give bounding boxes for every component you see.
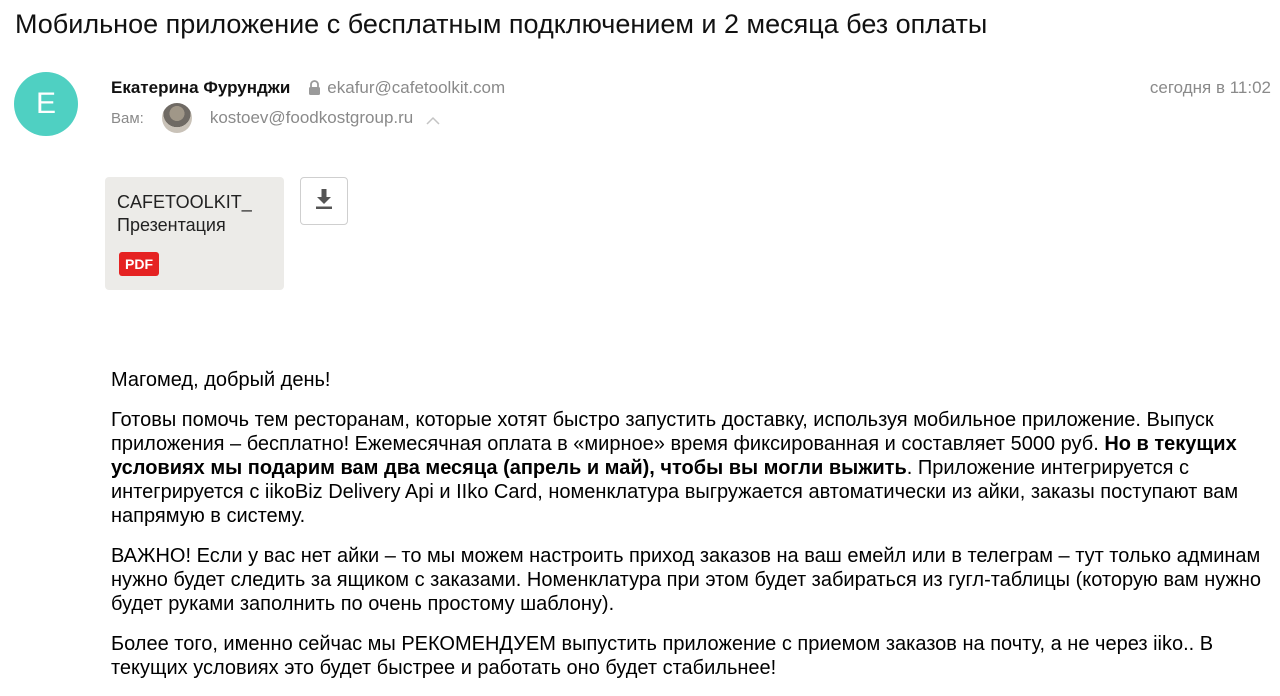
attachment-name-line1: CAFETOOLKIT_ bbox=[117, 192, 252, 212]
recipient-email[interactable]: kostoev@foodkostgroup.ru bbox=[209, 108, 414, 127]
sender-row bbox=[111, 77, 505, 99]
email-subject: Мобильное приложение с бесплатным подключением и 2 месяца без оплаты bbox=[15, 9, 988, 39]
pdf-badge: PDF bbox=[119, 252, 159, 276]
attachment-name-line2: Презентация bbox=[117, 215, 226, 235]
attachment-name bbox=[117, 191, 252, 237]
body-paragraph-2: ВАЖНО! Если у вас нет айки – то мы можем настроить приход заказов на ваш емейл или в телеграм – тут только админам нужно будет следить за ящиком с заказами. Номенклатура при этом будет забираться из гугл-таблицы (которую вам нужно будет руками заполнить по очень простому шаблону). bbox=[111, 545, 1262, 615]
body-paragraph-1 bbox=[111, 408, 1271, 528]
to-label: Вам: bbox=[111, 109, 144, 127]
email-body bbox=[111, 368, 1271, 696]
recipient-row bbox=[111, 104, 441, 132]
recipient-avatar[interactable] bbox=[162, 103, 192, 133]
greeting-paragraph: Магомед, добрый день! bbox=[111, 369, 331, 391]
body-paragraph-1-start: Готовы помочь тем ресторанам, которые хотят быстро запустить доставку, используя мобильное приложение. Выпуск приложения – бесплатно! Ежемесячная оплата в «мирное» время фиксированная и составляет 5000 руб. bbox=[111, 409, 1214, 455]
download-button[interactable] bbox=[300, 177, 348, 225]
email-date: сегодня в 11:02 bbox=[1149, 78, 1271, 97]
body-paragraph-1-bold: Но в текущих условиях мы подарим вам два месяца (апрель и май), чтобы вы могли выжить bbox=[111, 433, 1237, 479]
download-icon bbox=[314, 188, 334, 215]
chevron-up-icon[interactable] bbox=[425, 113, 441, 123]
lock-icon bbox=[308, 80, 321, 96]
sender-name[interactable]: Екатерина Фурунджи bbox=[111, 78, 291, 97]
body-paragraph-1-end: . Приложение интегрируется с интегрируется с iikoBiz Delivery Api и IIko Card, номенклатура выгружается автоматически из айки, заказы поступают вам напрямую в систему. bbox=[111, 457, 1239, 527]
sender-email[interactable]: ekafur@cafetoolkit.com bbox=[327, 78, 506, 97]
body-paragraph-3: Более того, именно сейчас мы РЕКОМЕНДУЕМ выпустить приложение с приемом заказов на почту, а не через iiko.. В текущих условиях это будет быстрее и работать оно будет стабильнее! bbox=[111, 633, 1214, 679]
attachment-card[interactable] bbox=[105, 177, 284, 290]
sender-avatar[interactable]: E bbox=[14, 72, 78, 136]
